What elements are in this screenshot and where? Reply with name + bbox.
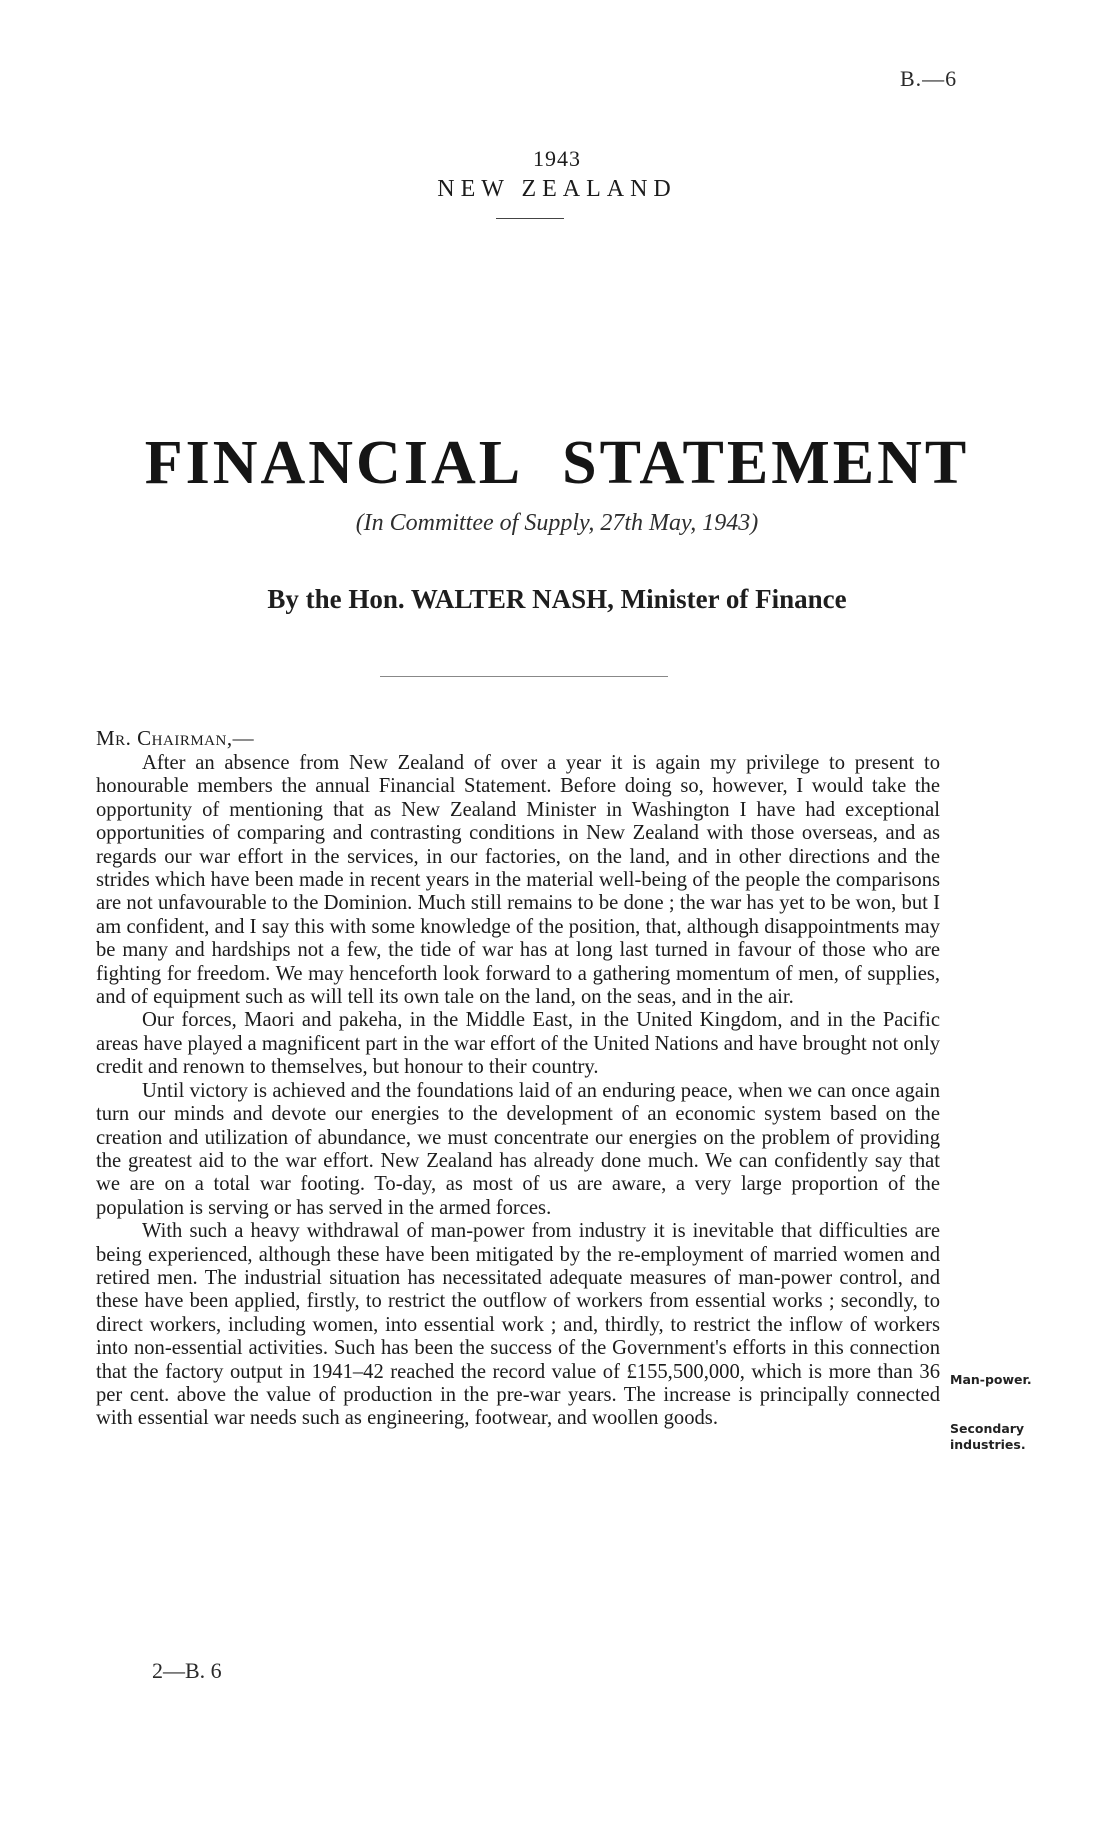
margin-note-manpower: Man-power. bbox=[950, 1372, 1032, 1387]
paragraph: Until victory is achieved and the foundations laid of an enduring peace, when we can once again turn our minds and devote our energies to the development of an economic system based on the creation and utilization of abundance, we must concentrate our energies on the problem of providing the greatest aid to the war effort. New Zealand has already done much. We can confidently say that we are on a total war footing. To-day, as most of us are aware, a very large proportion of the population is serving or has served in the armed forces. bbox=[96, 1079, 940, 1219]
paragraph: After an absence from New Zealand of over a year it is again my privilege to present to honourable members the annual Financial Statement. Before doing so, however, I would take the opportunity of mentioning that as New Zealand Minister in Washington I have had exceptional opportunities of comparing and contrasting conditions in New Zealand with those overseas, and as regards our war effort in the services, in our factories, on the land, and in other directions and the strides which have been made in recent years in the material well-being of the people the comparisons are not unfavourable to the Dominion. Much still remains to be done ; the war has yet to be won, but I am confident, and I say this with some knowledge of the position, that, although disappointments may be many and hardships not a few, the tide of war has at long last turned in favour of those who are fighting for freedom. We may henceforth look forward to a gathering momentum of men, of supplies, and of equipment such as will tell its own tale on the land, on the seas, and in the air. bbox=[96, 752, 940, 1009]
document-title: FINANCIAL STATEMENT bbox=[144, 429, 970, 497]
header-divider bbox=[496, 218, 564, 219]
document-year: 1943 bbox=[533, 146, 581, 171]
byline-divider bbox=[380, 676, 668, 677]
paragraph: With such a heavy withdrawal of man-power from industry it is inevitable that difficulties are being experienced, although these have been mitigated by the re-employment of married women and retired men. The industrial situation has necessitated adequate measures of man-power control, and these have been applied, firstly, to restrict the outflow of workers from essential works ; secondly, to direct workers, including women, into essential work ; and, thirdly, to restrict the inflow of workers into non-essential activities. Such has been the success of the Government's efforts in this connection that the factory output in 1941–42 reached the record value of £155,500,000, which is more than 36 per cent. above the value of production in the pre-war years. The increase is principally connected with essential war needs such as engineering, footwear, and woollen goods. bbox=[96, 1220, 940, 1430]
document-country: NEW ZEALAND bbox=[437, 176, 677, 202]
salutation: Mr. Chairman,— bbox=[96, 726, 255, 750]
paragraph: Our forces, Maori and pakeha, in the Middle East, in the United Kingdom, and in the Pacific areas have played a magnificent part in the war effort of the United Nations and have brought not only credit and renown to themselves, but honour to their country. bbox=[96, 1009, 940, 1079]
document-subtitle: (In Committee of Supply, 27th May, 1943) bbox=[355, 510, 759, 536]
margin-note-secondary-industries: Secondary industries. bbox=[950, 1421, 1026, 1452]
body-text bbox=[96, 752, 940, 1431]
page-reference: B.—6 bbox=[900, 66, 958, 91]
document-byline: By the Hon. WALTER NASH, Minister of Finance bbox=[267, 584, 847, 614]
signature-mark: 2—B. 6 bbox=[152, 1658, 222, 1683]
